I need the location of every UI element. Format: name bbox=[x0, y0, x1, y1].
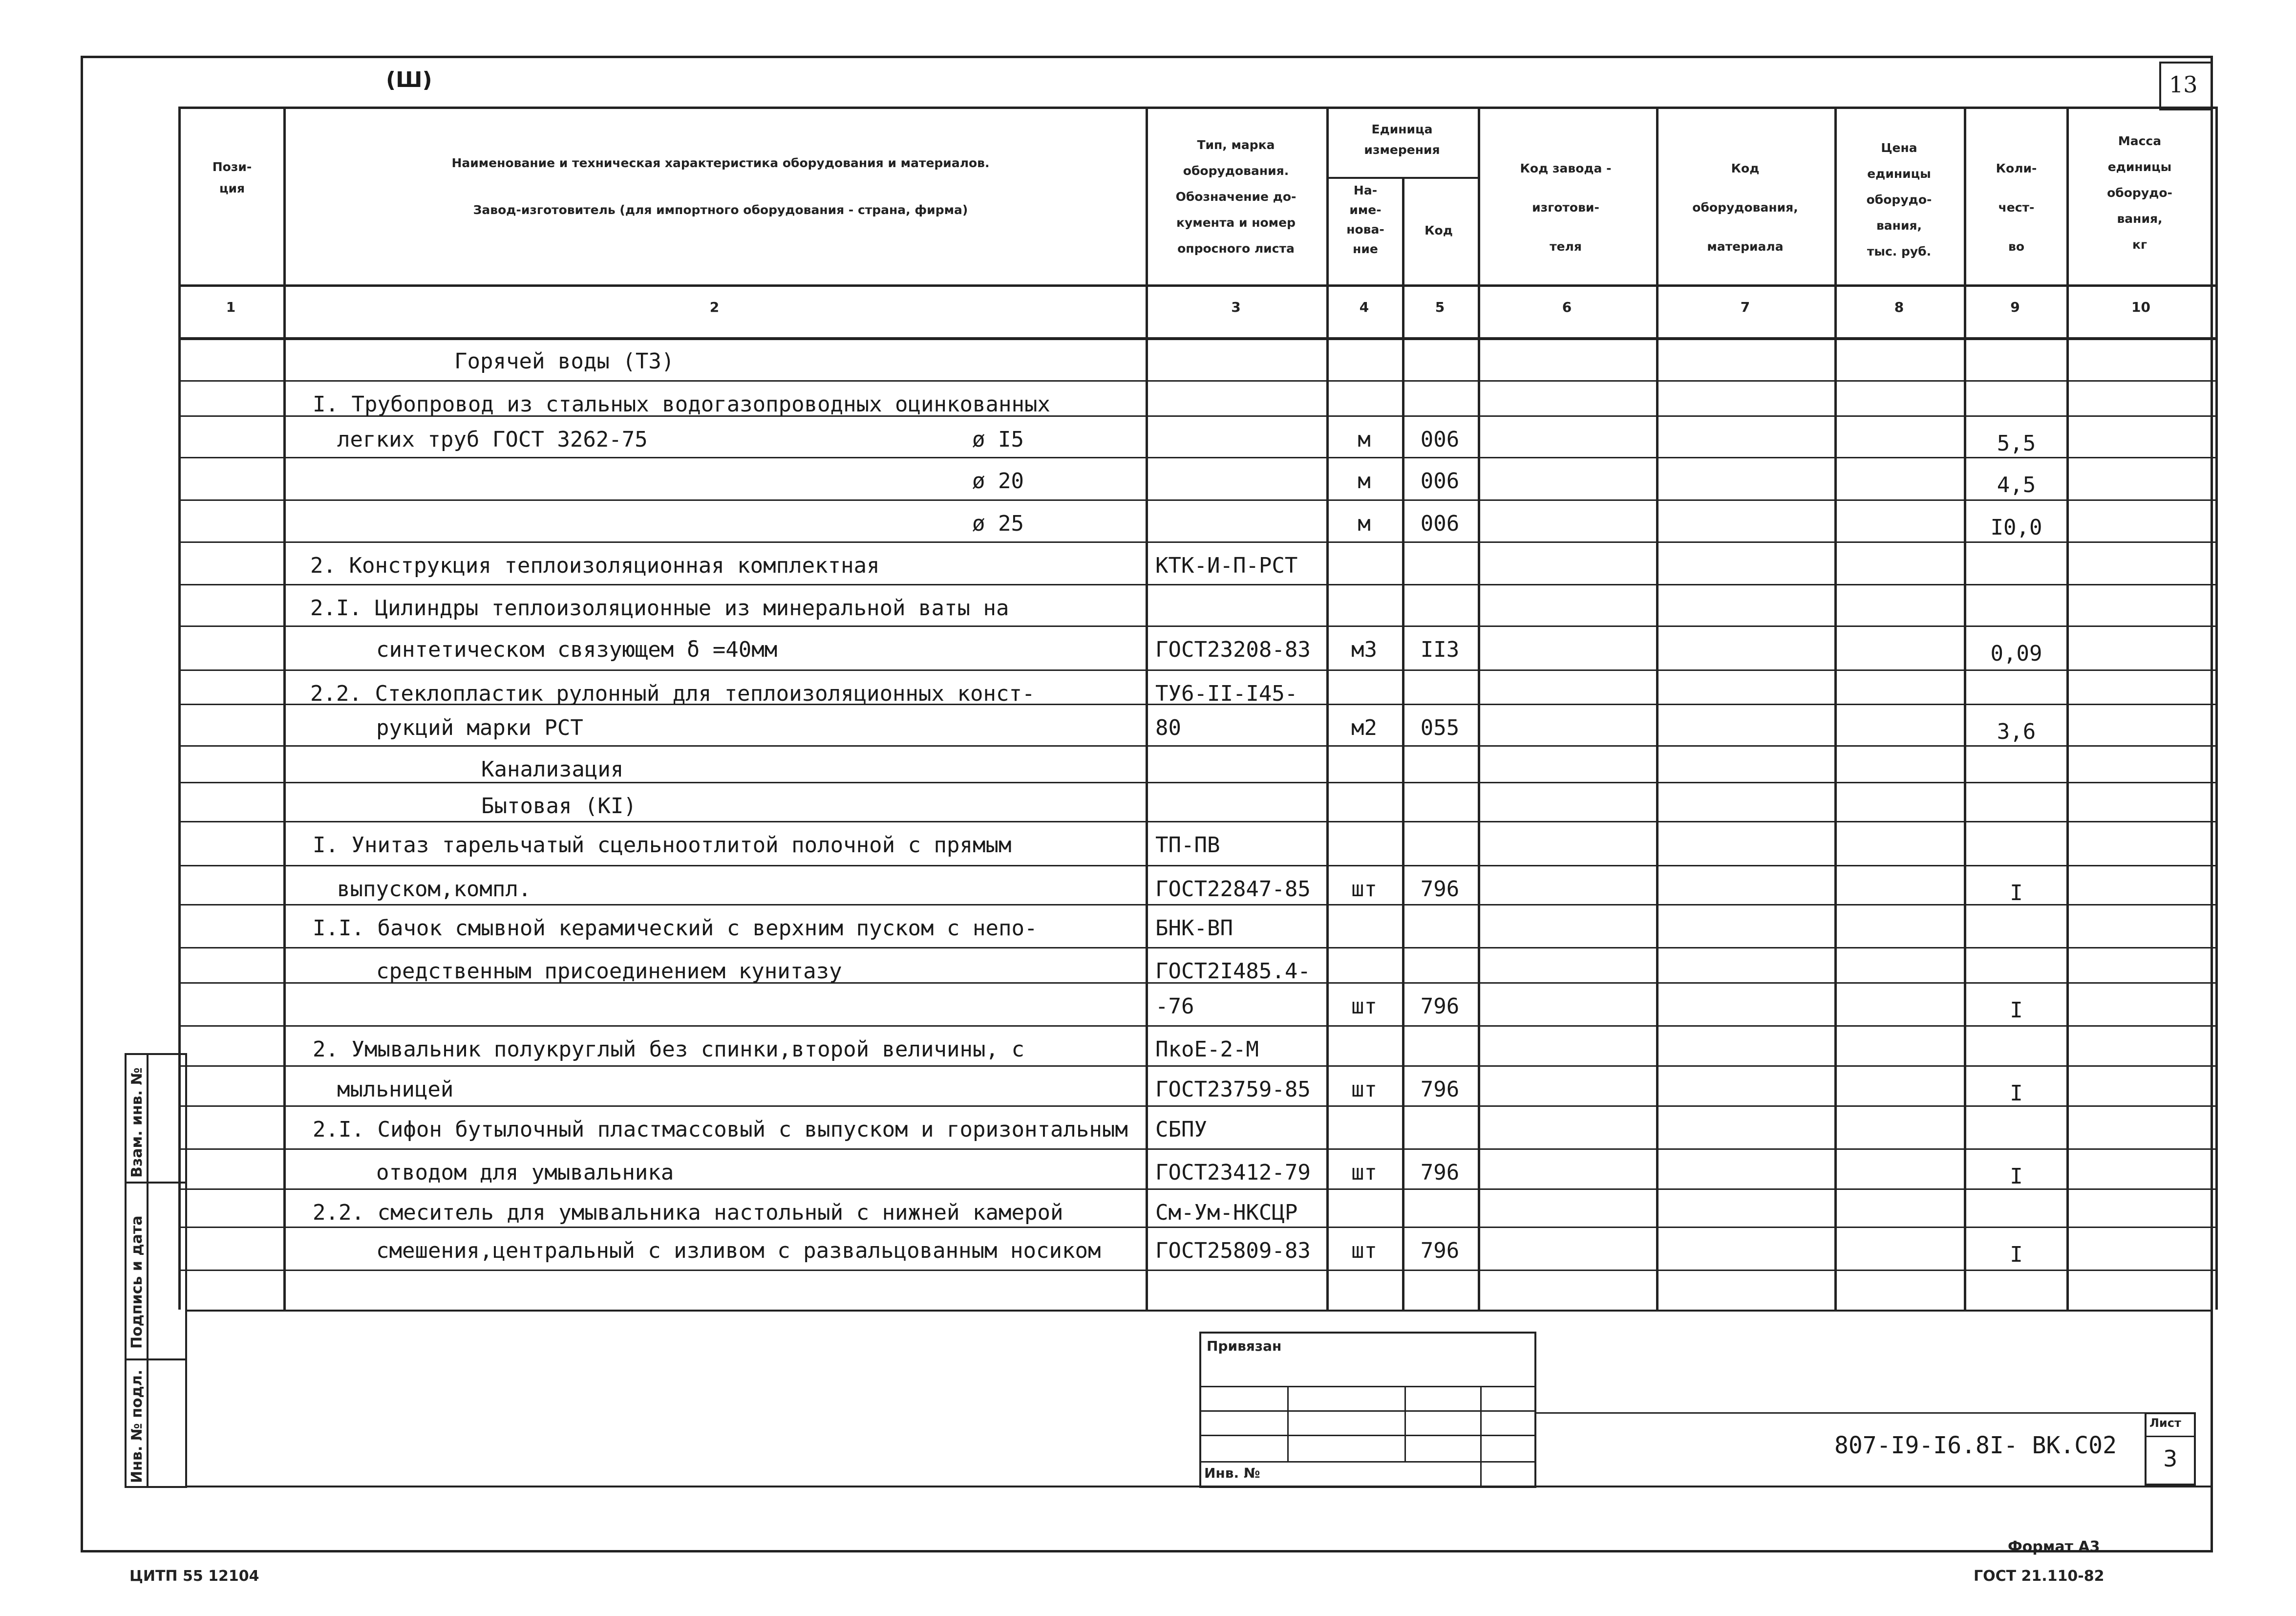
row-unit: шт bbox=[1351, 1077, 1377, 1102]
row-type: См-Ум-НКСЦР bbox=[1155, 1200, 1298, 1225]
ctip-label: ЦИТП 55 12104 bbox=[129, 1568, 259, 1585]
row-type: -76 bbox=[1155, 994, 1194, 1019]
row-name: легких труб ГОСТ 3262-75 bbox=[337, 427, 648, 452]
row-name: I. Трубопровод из стальных водогазопроводных оцинкованных bbox=[313, 392, 1050, 417]
row-diameter: ø I5 bbox=[972, 427, 1024, 452]
row-type: СБПУ bbox=[1155, 1117, 1207, 1142]
row-unit: м bbox=[1358, 427, 1371, 452]
column-number-2: 2 bbox=[709, 299, 720, 315]
gost-footer: ГОСТ 21.110-82 bbox=[1974, 1568, 2105, 1585]
side-label-vzam: Взам. инв. № bbox=[128, 1067, 146, 1178]
row-unit: шт bbox=[1351, 994, 1377, 1019]
row-quantity: I bbox=[2010, 998, 2023, 1023]
row-type: БНК-ВП bbox=[1155, 916, 1233, 941]
binding-stamp bbox=[1199, 1332, 1536, 1488]
row-name: 2.2. смеситель для умывальника настольный с нижней камерой bbox=[313, 1200, 1063, 1225]
header-quantity: Коли- чест- во bbox=[1996, 161, 2037, 254]
row-type: ПкоЕ-2-М bbox=[1155, 1037, 1259, 1062]
header-mass: Масса единицы оборудо- вания, кг bbox=[2107, 134, 2172, 252]
header-type: Тип, марка оборудования. Обозначение до- кумента и номер опросного листа bbox=[1175, 138, 1297, 256]
row-diameter: ø 20 bbox=[972, 469, 1024, 494]
column-number-4: 4 bbox=[1359, 299, 1369, 315]
row-quantity: 0,09 bbox=[1990, 641, 2042, 666]
row-type: ГОСТ23208-83 bbox=[1155, 637, 1311, 662]
row-unit: м bbox=[1358, 469, 1371, 494]
row-name: I. Унитаз тарельчатый сцельноотлитой полочной с прямым bbox=[313, 833, 1012, 858]
row-code: 796 bbox=[1420, 994, 1460, 1019]
row-name: мыльницей bbox=[337, 1077, 454, 1102]
row-code: 796 bbox=[1420, 1077, 1460, 1102]
row-quantity: I bbox=[2010, 1081, 2023, 1106]
side-label-inv-podl: Инв. № подл. bbox=[128, 1369, 146, 1483]
row-quantity: I bbox=[2010, 881, 2023, 905]
stamp-top-line bbox=[187, 1310, 2213, 1312]
row-name: Бытовая (КI) bbox=[481, 794, 637, 819]
row-diameter: ø 25 bbox=[972, 511, 1024, 536]
stamp-inv-no: Инв. № bbox=[1204, 1465, 1260, 1481]
row-code: 796 bbox=[1420, 1238, 1460, 1263]
column-number-1: 1 bbox=[226, 299, 236, 315]
sheet-label: Лист bbox=[2149, 1416, 2181, 1430]
row-name: синтетическом связующем δ =40мм bbox=[376, 637, 778, 662]
row-unit: шт bbox=[1351, 1238, 1377, 1263]
row-unit: м3 bbox=[1351, 637, 1377, 662]
column-number-8: 8 bbox=[1894, 299, 1904, 315]
row-name: I.I. бачок смывной керамический с верхним пуском с непо- bbox=[313, 916, 1038, 941]
row-quantity: 3,6 bbox=[1997, 719, 2036, 744]
format-label: Формат А3 bbox=[2008, 1538, 2100, 1555]
row-type: 80 bbox=[1155, 715, 1181, 740]
header-unit-group: Единица измерения bbox=[1364, 122, 1440, 157]
row-code: 796 bbox=[1420, 877, 1460, 902]
column-number-6: 6 bbox=[1562, 299, 1572, 315]
column-number-9: 9 bbox=[2010, 299, 2020, 315]
header-unit-code: Код bbox=[1424, 223, 1453, 237]
row-name: отводом для умывальника bbox=[376, 1160, 674, 1185]
row-quantity: 4,5 bbox=[1997, 473, 2036, 497]
column-number-7: 7 bbox=[1740, 299, 1750, 315]
page-corner-number: 13 bbox=[2169, 71, 2198, 98]
header-maker-code: Код завода - изготови- теля bbox=[1520, 161, 1612, 254]
top-label: (Ш) bbox=[386, 67, 432, 92]
sheet-number: 3 bbox=[2163, 1445, 2178, 1472]
row-name: 2. Умывальник полукруглый без спинки,второй величины, с bbox=[313, 1037, 1024, 1062]
row-type: ТП-ПВ bbox=[1155, 833, 1220, 858]
row-code: II3 bbox=[1420, 637, 1460, 662]
row-name: смешения,центральный с изливом с развальцованным носиком bbox=[376, 1238, 1101, 1263]
row-unit: м2 bbox=[1351, 715, 1377, 740]
row-name: 2.I. Сифон бутылочный пластмассовый с выпуском и горизонтальным bbox=[313, 1117, 1128, 1142]
header-name-line2: Завод-изготовитель (для импортного оборудования - страна, фирма) bbox=[473, 203, 968, 217]
row-type: ГОСТ2I485.4- bbox=[1155, 959, 1311, 984]
row-type: ГОСТ23412-79 bbox=[1155, 1160, 1311, 1185]
header-equipment-code: Код оборудования, материала bbox=[1692, 161, 1798, 254]
row-code: 006 bbox=[1420, 469, 1460, 494]
row-type: ГОСТ22847-85 bbox=[1155, 877, 1311, 902]
row-name: Канализация bbox=[481, 757, 624, 782]
header-unit-name: На- име- нова- ние bbox=[1346, 183, 1384, 256]
side-label-podpis: Подпись и дата bbox=[128, 1215, 146, 1349]
header-name-line1: Наименование и техническая характеристика оборудования и материалов. bbox=[451, 156, 990, 170]
row-name: Горячей воды (Т3) bbox=[454, 349, 675, 374]
row-name: 2.2. Стеклопластик рулонный для теплоизоляционных конст- bbox=[310, 681, 1035, 706]
row-unit: м bbox=[1358, 511, 1371, 536]
doc-code-line bbox=[1536, 1412, 2147, 1414]
column-number-5: 5 bbox=[1435, 299, 1445, 315]
stamp-privyazan: Привязан bbox=[1207, 1338, 1282, 1354]
row-unit: шт bbox=[1351, 877, 1377, 902]
row-name: выпуском,компл. bbox=[337, 877, 531, 902]
header-position: Пози- ция bbox=[212, 160, 252, 195]
row-quantity: I bbox=[2010, 1164, 2023, 1189]
row-quantity: I bbox=[2010, 1242, 2023, 1267]
row-unit: шт bbox=[1351, 1160, 1377, 1185]
row-name: рукций марки РСТ bbox=[376, 715, 583, 740]
row-name: 2.I. Цилиндры теплоизоляционные из минеральной ваты на bbox=[310, 596, 1009, 621]
row-type: ГОСТ23759-85 bbox=[1155, 1077, 1311, 1102]
row-type: ГОСТ25809-83 bbox=[1155, 1238, 1311, 1263]
row-type: ТУ6-II-I45- bbox=[1155, 681, 1298, 706]
row-code: 006 bbox=[1420, 511, 1460, 536]
header-price: Цена единицы оборудо- вания, тыс. руб. bbox=[1866, 141, 1932, 259]
row-code: 055 bbox=[1420, 715, 1460, 740]
row-quantity: 5,5 bbox=[1997, 431, 2036, 456]
row-quantity: I0,0 bbox=[1990, 515, 2042, 540]
row-type: КТК-И-П-РСТ bbox=[1155, 553, 1298, 578]
row-name: 2. Конструкция теплоизоляционная комплектная bbox=[310, 553, 880, 578]
row-name: средственным присоединением кунитазу bbox=[376, 959, 842, 984]
column-number-10: 10 bbox=[2131, 299, 2150, 315]
row-code: 006 bbox=[1420, 427, 1460, 452]
document-code: 807-I9-I6.8I- ВК.С02 bbox=[1834, 1432, 2117, 1459]
column-number-3: 3 bbox=[1231, 299, 1241, 315]
row-code: 796 bbox=[1420, 1160, 1460, 1185]
